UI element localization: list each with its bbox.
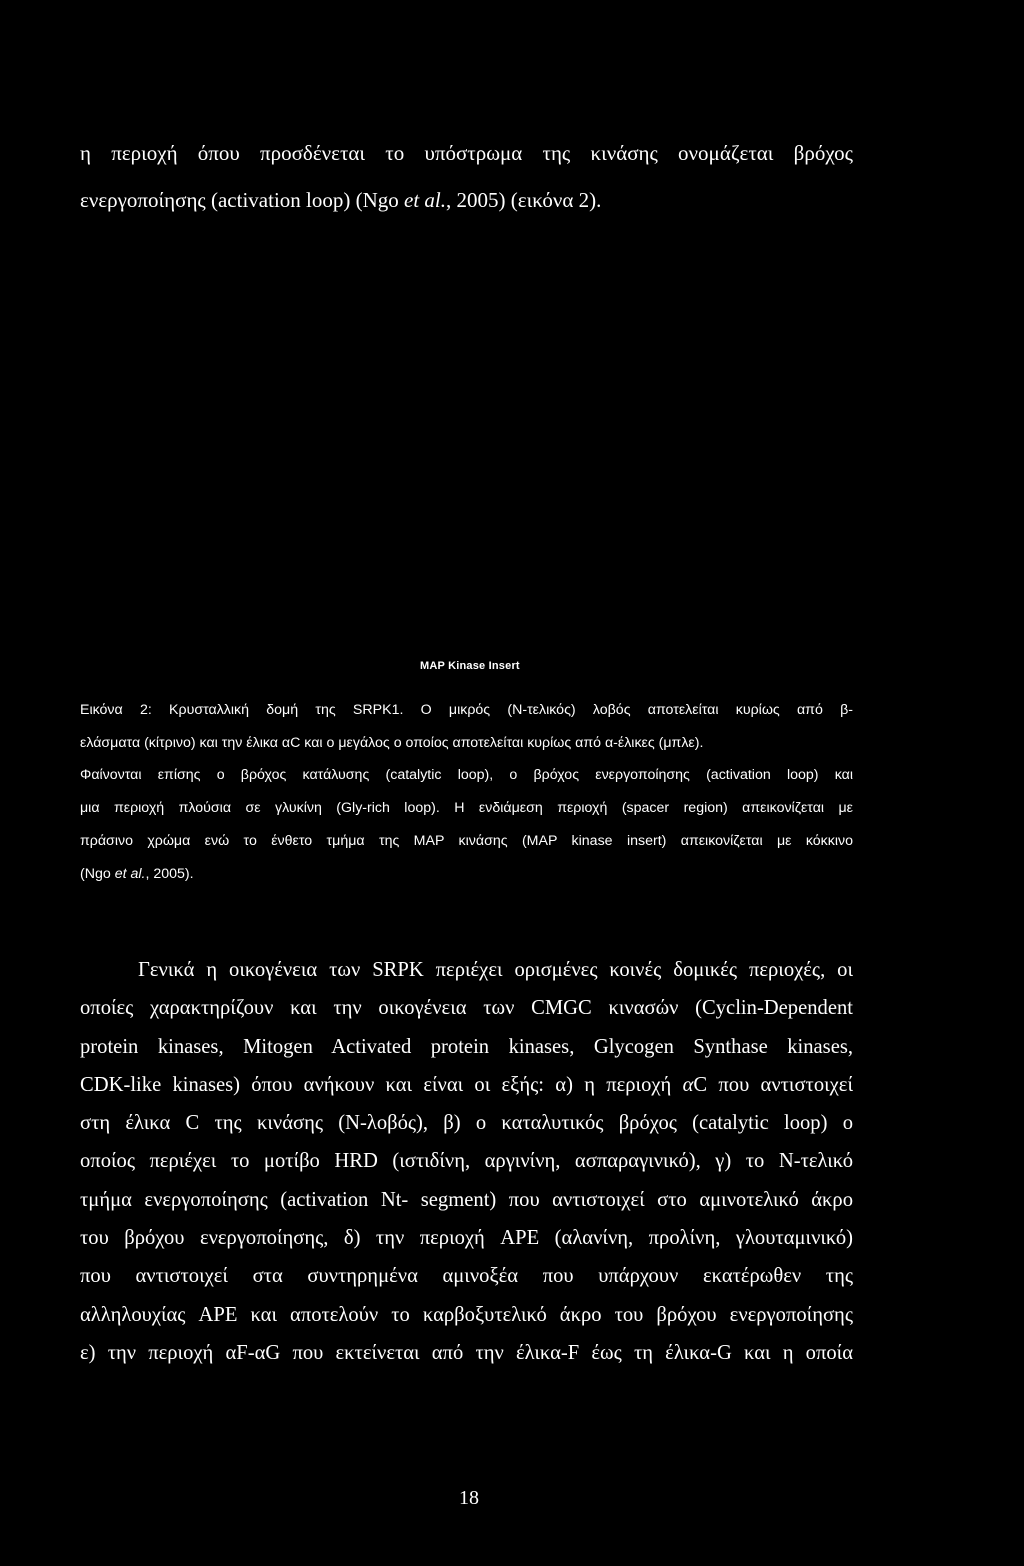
- body-paragraph: [80, 951, 853, 1372]
- body-line-8: του βρόχου ενεργοποίησης, δ) την περιοχή APE (αλανίνη, προλίνη, γλουταμινικό): [80, 1227, 853, 1250]
- caption-line-3: Φαίνονται επίσης ο βρόχος κατάλυσης (catalytic loop), ο βρόχος ενεργοποίησης (activation loop) και: [80, 767, 853, 784]
- caption-line-6-tail: , 2005).: [145, 865, 194, 882]
- body-line-5: στη έλικα C της κινάσης (N-λοβός), β) ο καταλυτικός βρόχος (catalytic loop) ο: [80, 1112, 853, 1135]
- caption-line-4: μια περιοχή πλούσια σε γλυκίνη (Gly-rich loop). Η ενδιάμεση περιοχή (spacer region) απεικονίζεται με: [80, 800, 853, 817]
- body-line-4: [80, 1066, 853, 1104]
- caption-citation-italic: et al.: [114, 865, 146, 882]
- body-line-4-italic: α: [682, 1073, 694, 1096]
- body-line-3: protein kinases, Mitogen Activated protein kinases, Glycogen Synthase kinases,: [80, 1035, 853, 1058]
- caption-line-6-text: (Ngo: [80, 865, 115, 882]
- body-line-11: ε) την περιοχή αF-αG που εκτείνεται από την έλικα-F έως τη έλικα-G και η οποία: [80, 1341, 853, 1364]
- intro-line-1: η περιοχή όπου προσδένεται το υπόστρωμα της κινάσης ονομάζεται βρόχος: [80, 141, 853, 165]
- body-line-10: αλληλουχίας APE και αποτελούν το καρβοξυτελικό άκρο του βρόχου ενεργοποίησης: [80, 1303, 853, 1326]
- caption-line-5: πράσινο χρώμα ενώ το ένθετο τμήμα της MAP κινάσης (MAP kinase insert) απεικονίζεται με κόκκινο: [80, 832, 853, 849]
- intro-line-2: [80, 177, 853, 224]
- figure-caption: [80, 694, 853, 890]
- caption-line-6: [80, 858, 853, 891]
- page-number: 18: [459, 1487, 479, 1509]
- intro-paragraph: [80, 130, 853, 224]
- body-line-4-tail: C που αντιστοιχεί: [693, 1073, 853, 1096]
- intro-line-2-text: ενεργοποίησης (activation loop) (Ngo: [80, 188, 405, 212]
- caption-line-1: Εικόνα 2: Κρυσταλλική δομή της SRPK1. Ο μικρός (N-τελικός) λοβός αποτελείται κυρίως από β-: [80, 702, 853, 718]
- body-line-4-text: CDK-like kinases) όπου ανήκουν και είναι οι εξής: α) η περιοχή: [80, 1073, 683, 1096]
- body-line-6: οποίος περιέχει το μοτίβο HRD (ιστιδίνη, αργινίνη, ασπαραγινικό), γ) το N-τελικό: [80, 1150, 853, 1173]
- body-line-2: οποίες χαρακτηρίζουν και την οικογένεια των CMGC κινασών (Cyclin-Dependent: [80, 997, 853, 1020]
- intro-citation-italic: et al.: [404, 188, 447, 212]
- body-line-9: που αντιστοιχεί στα συντηρημένα αμινοξέα που υπάρχουν εκατέρωθεν της: [80, 1265, 853, 1288]
- figure-label: MAP Kinase Insert: [420, 660, 520, 672]
- caption-line-2: ελάσματα (κίτρινο) και την έλικα αC και ο μεγάλος ο οποίος αποτελείται κυρίως από α-έλικες (μπλε).: [80, 734, 704, 751]
- intro-line-2-tail: , 2005) (εικόνα 2).: [446, 188, 602, 212]
- figure-image-area: [80, 220, 853, 690]
- body-line-1: Γενικά η οικογένεια των SRPK περιέχει ορισμένες κοινές δομικές περιοχές, οι: [138, 959, 853, 981]
- body-line-7: τμήμα ενεργοποίησης (activation Nt- segment) που αντιστοιχεί στο αμινοτελικό άκρο: [80, 1188, 853, 1211]
